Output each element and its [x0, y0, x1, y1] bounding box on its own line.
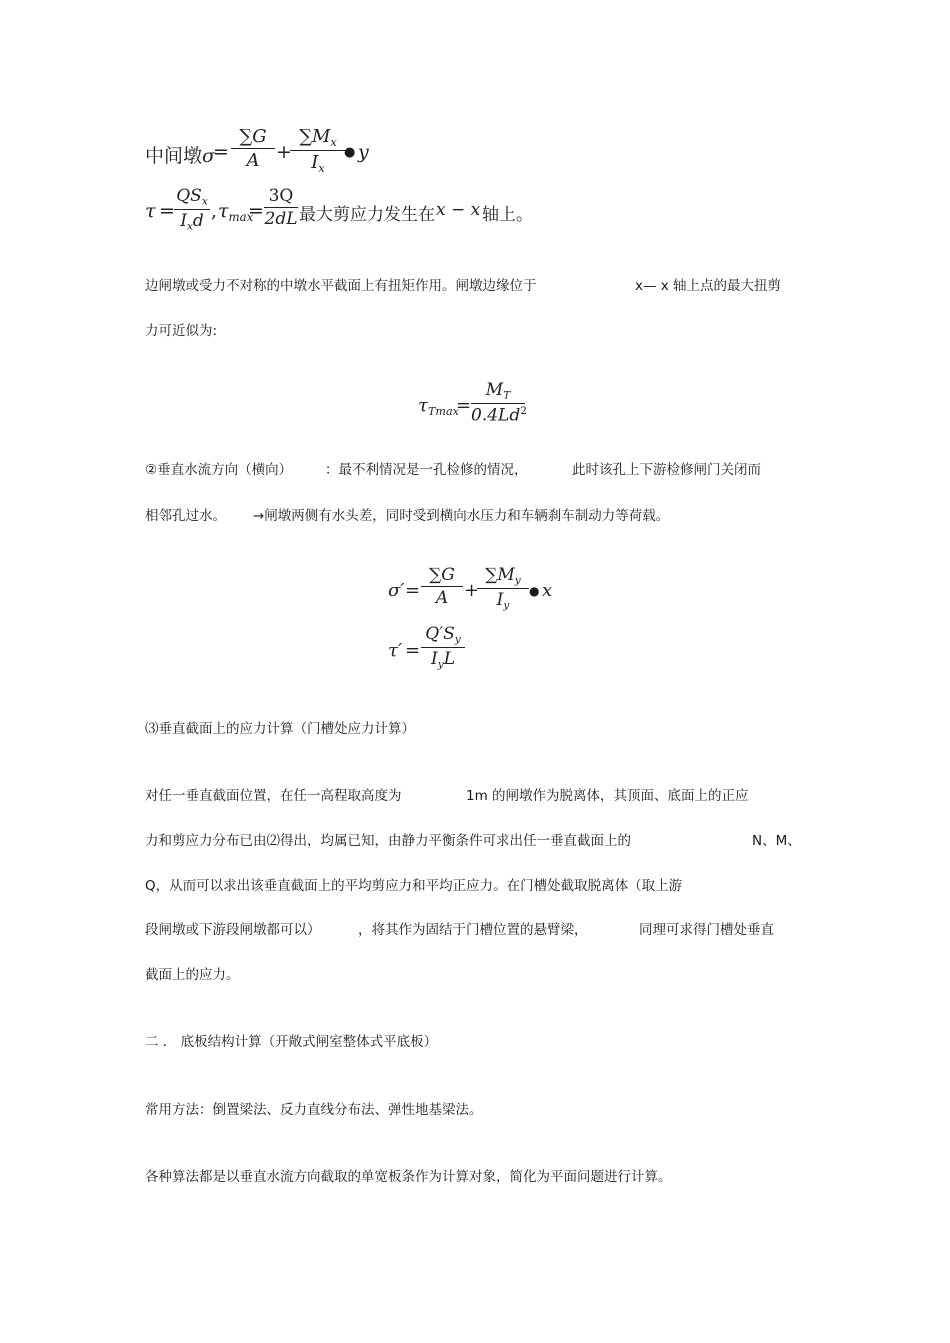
axis-label: x − x [436, 200, 481, 220]
paragraph-line: →闸墩两侧有水头差，同时受到横向水压力和车辆刹车制动力等荷载。 [253, 508, 670, 524]
equals-sign: = [213, 141, 229, 163]
paragraph-calculation: 各种算法都是以垂直水流方向截取的单宽板条作为计算对象，简化为平面问题进行计算。 [145, 1169, 672, 1185]
variable-y: y [358, 141, 369, 163]
shear-location-text: 最大剪应力发生在 [299, 205, 435, 225]
section-heading-base-slab: 二 ． 底板结构计算（开敞式闸室整体式平底板） [145, 1034, 438, 1050]
denominator: I [496, 589, 504, 610]
paragraph-line: 段闸墩或下游段闸墩都可以） [145, 922, 321, 938]
fraction-sum-g-over-a [421, 565, 463, 608]
denominator-tail: L [443, 648, 455, 669]
paragraph-line: N、M、 [752, 833, 801, 849]
denominator: 0.4Ld [471, 405, 521, 425]
numerator: ∑G [239, 126, 267, 147]
equals-sign: = [405, 640, 421, 661]
fraction-mt-over-04ld2 [471, 380, 525, 425]
fraction-3q-over-2dl [264, 186, 298, 229]
bullet-dot-icon: ● [529, 584, 540, 598]
fraction-sum-mx-over-ix [290, 126, 346, 175]
paragraph-line: 此时该孔上下游检修闸门关闭而 [572, 462, 761, 478]
denominator-subscript: y [503, 599, 510, 612]
paragraph-line: 力和剪应力分布已由⑵得出，均属已知，由静力平衡条件可求出任一垂直截面上的 [145, 833, 631, 849]
numerator-subscript: y [454, 633, 461, 646]
denominator: A [435, 588, 449, 608]
fraction-sum-my-over-iy [477, 565, 529, 611]
denominator: 2dL [264, 209, 298, 229]
paragraph-line: ②垂直水流方向（横向） [145, 462, 293, 478]
paragraph-line: 对任一垂直截面位置，在任一高程取高度为 [145, 788, 402, 804]
paragraph-line: 边闸墩或受力不对称的中墩水平截面上有扭矩作用。闸墩边缘位于 [145, 278, 537, 294]
sigma-symbol: σ [202, 145, 215, 167]
tau-max-subscript: max [228, 210, 254, 225]
denominator-subscript: x [318, 161, 325, 175]
equals-sign-2: = [248, 200, 264, 222]
denominator-superscript: 2 [520, 404, 527, 417]
numerator: Q′S [425, 624, 455, 644]
fraction-qsx-over-ixd [174, 186, 210, 232]
plus-sign: + [464, 580, 480, 601]
numerator: ∑M [299, 126, 331, 147]
denominator-tail: d [192, 210, 204, 231]
bullet-dot-icon: ● [344, 145, 356, 160]
paragraph-line: Q，从而可以求出该垂直截面上的平均剪应力和平均正应力。在门槽处截取脱离体（取上游 [145, 878, 683, 894]
denominator-subscript: y [437, 658, 444, 671]
numerator: 3Q [268, 186, 294, 206]
numerator-subscript: x [330, 135, 337, 149]
paragraph-methods: 常用方法：倒置梁法、反力直线分布法、弹性地基梁法。 [145, 1102, 483, 1118]
paragraph-line: 同理可求得门槽处垂直 [639, 922, 774, 938]
denominator-subscript: x [186, 220, 193, 233]
paragraph-line: 相邻孔过水。 [145, 508, 226, 524]
formula-prefix: 中间墩 [145, 145, 203, 167]
paragraph-line: x— x 轴上点的最大扭剪 [635, 278, 782, 294]
paragraph-line: 1m 的闸墩作为脱离体，其顶面、底面上的正应 [466, 788, 749, 804]
paragraph-line: ：最不利情况是一孔检修的情况， [325, 462, 528, 478]
paragraph-line: 力可近似为: [145, 323, 218, 339]
tau-max-symbol: τ [218, 200, 229, 222]
equals-sign: = [159, 200, 175, 222]
denominator: I [311, 151, 319, 173]
numerator-subscript: x [201, 195, 208, 208]
fraction-sum-g-over-a [231, 126, 275, 171]
numerator-subscript: y [514, 574, 521, 587]
sigma-prime-symbol: σ′ [388, 580, 405, 601]
equals-sign: = [456, 395, 472, 416]
denominator: I [180, 210, 187, 231]
subheading-vertical-section-stress: ⑶垂直截面上的应力计算（门槽处应力计算） [145, 721, 415, 737]
numerator: ∑M [485, 565, 515, 585]
numerator: ∑G [429, 565, 455, 585]
tau-symbol: τ [145, 200, 156, 222]
numerator: QS [176, 186, 202, 206]
comma: , [211, 200, 218, 222]
tau-symbol: τ [418, 395, 428, 416]
denominator: I [431, 648, 438, 669]
fraction-qsy-over-iyl [421, 624, 465, 670]
paragraph-line: ，将其作为固结于门槽位置的悬臂梁， [358, 922, 588, 938]
denominator: A [246, 150, 260, 171]
paragraph-line: 截面上的应力。 [145, 967, 240, 983]
equals-sign: = [405, 580, 421, 601]
tau-prime-symbol: τ′ [388, 640, 403, 661]
axis-tail-text: 轴上。 [482, 205, 533, 225]
variable-x: x [542, 580, 553, 601]
tau-subscript: Tmax [427, 404, 459, 418]
numerator: M [485, 380, 504, 400]
plus-sign: + [276, 141, 292, 163]
numerator-subscript: T [503, 389, 511, 402]
